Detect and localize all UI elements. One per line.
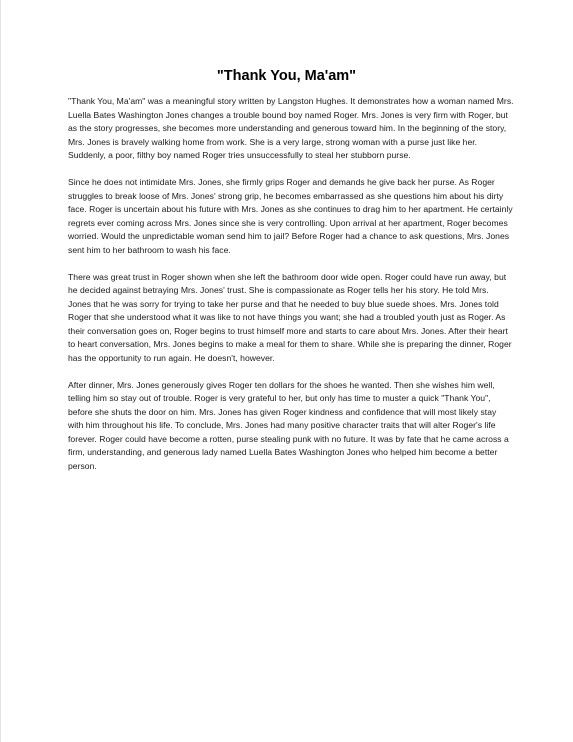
paragraph-2: Since he does not intimidate Mrs. Jones, she firmly grips Roger and demands he give back her purse. As Roger struggles to break loose of Mrs. Jones' strong grip, he becomes embarrassed as she questions him about his dirty face. Roger is uncertain about his future with Mrs. Jones as she continues to drag him to her apartment. He certainly regrets ever coming across Mrs. Jones since she is very controlling. Upon arrival at her apartment, Roger becomes worried. Would the unpredictable woman send him to jail? Before Roger had a chance to ask questions, Mrs. Jones sent him to her bathroom to wash his face. xyxy=(68,177,513,255)
document-title: "Thank You, Ma'am" xyxy=(216,68,357,84)
paragraph-3: There was great trust in Roger shown when she left the bathroom door wide open. Roger could have run away, but he decided against betraying Mrs. Jones' trust. She is compassionate as Roger tells her his story. He told Mrs. Jones that he was sorry for trying to take her purse and that he needed to buy blue suede shoes. Mrs. Jones told Roger that she understood what it was like to not have things you want; she had a troubled youth just as Roger. As their conversation goes on, Roger begins to trust himself more and starts to care about Mrs. Jones. After their heart to heart conversation, Mrs. Jones begins to make a meal for them to share. While she is preparing the dinner, Roger has the opportunity to run again. He doesn't, however. xyxy=(68,271,512,363)
paragraph-4: After dinner, Mrs. Jones generously gives Roger ten dollars for the shoes he wanted. Then she wishes him well, telling him so stay out of trouble. Roger is very grateful to her, but only has time to muster a quick "Thank You", before she shuts the door on him. Mrs. Jones has given Roger kindness and confidence that will most likely stay with him throughout his life. To conclude, Mrs. Jones had many positive character traits that will alter Roger's life forever. Roger could have become a rotten, purse stealing punk with no future. It was by fate that he came across a firm, understanding, and generous lady named Luella Bates Washington Jones who helped him become a better person. xyxy=(68,379,509,471)
document-body xyxy=(68,95,514,487)
paragraph-1: "Thank You, Ma'am" was a meaningful story written by Langston Hughes. It demonstrates how a woman named Mrs. Luella Bates Washington Jones changes a trouble bound boy named Roger. Mrs. Jones is very firm with Roger, but as the story progresses, she becomes more understanding and generous toward him. In the beginning of the story, Mrs. Jones is bravely walking home from work. She is a very large, strong woman with a purse just like her. Suddenly, a poor, filthy boy named Roger tries unsuccessfully to steal her stubborn purse. xyxy=(68,96,514,160)
page-edge xyxy=(0,0,1,742)
